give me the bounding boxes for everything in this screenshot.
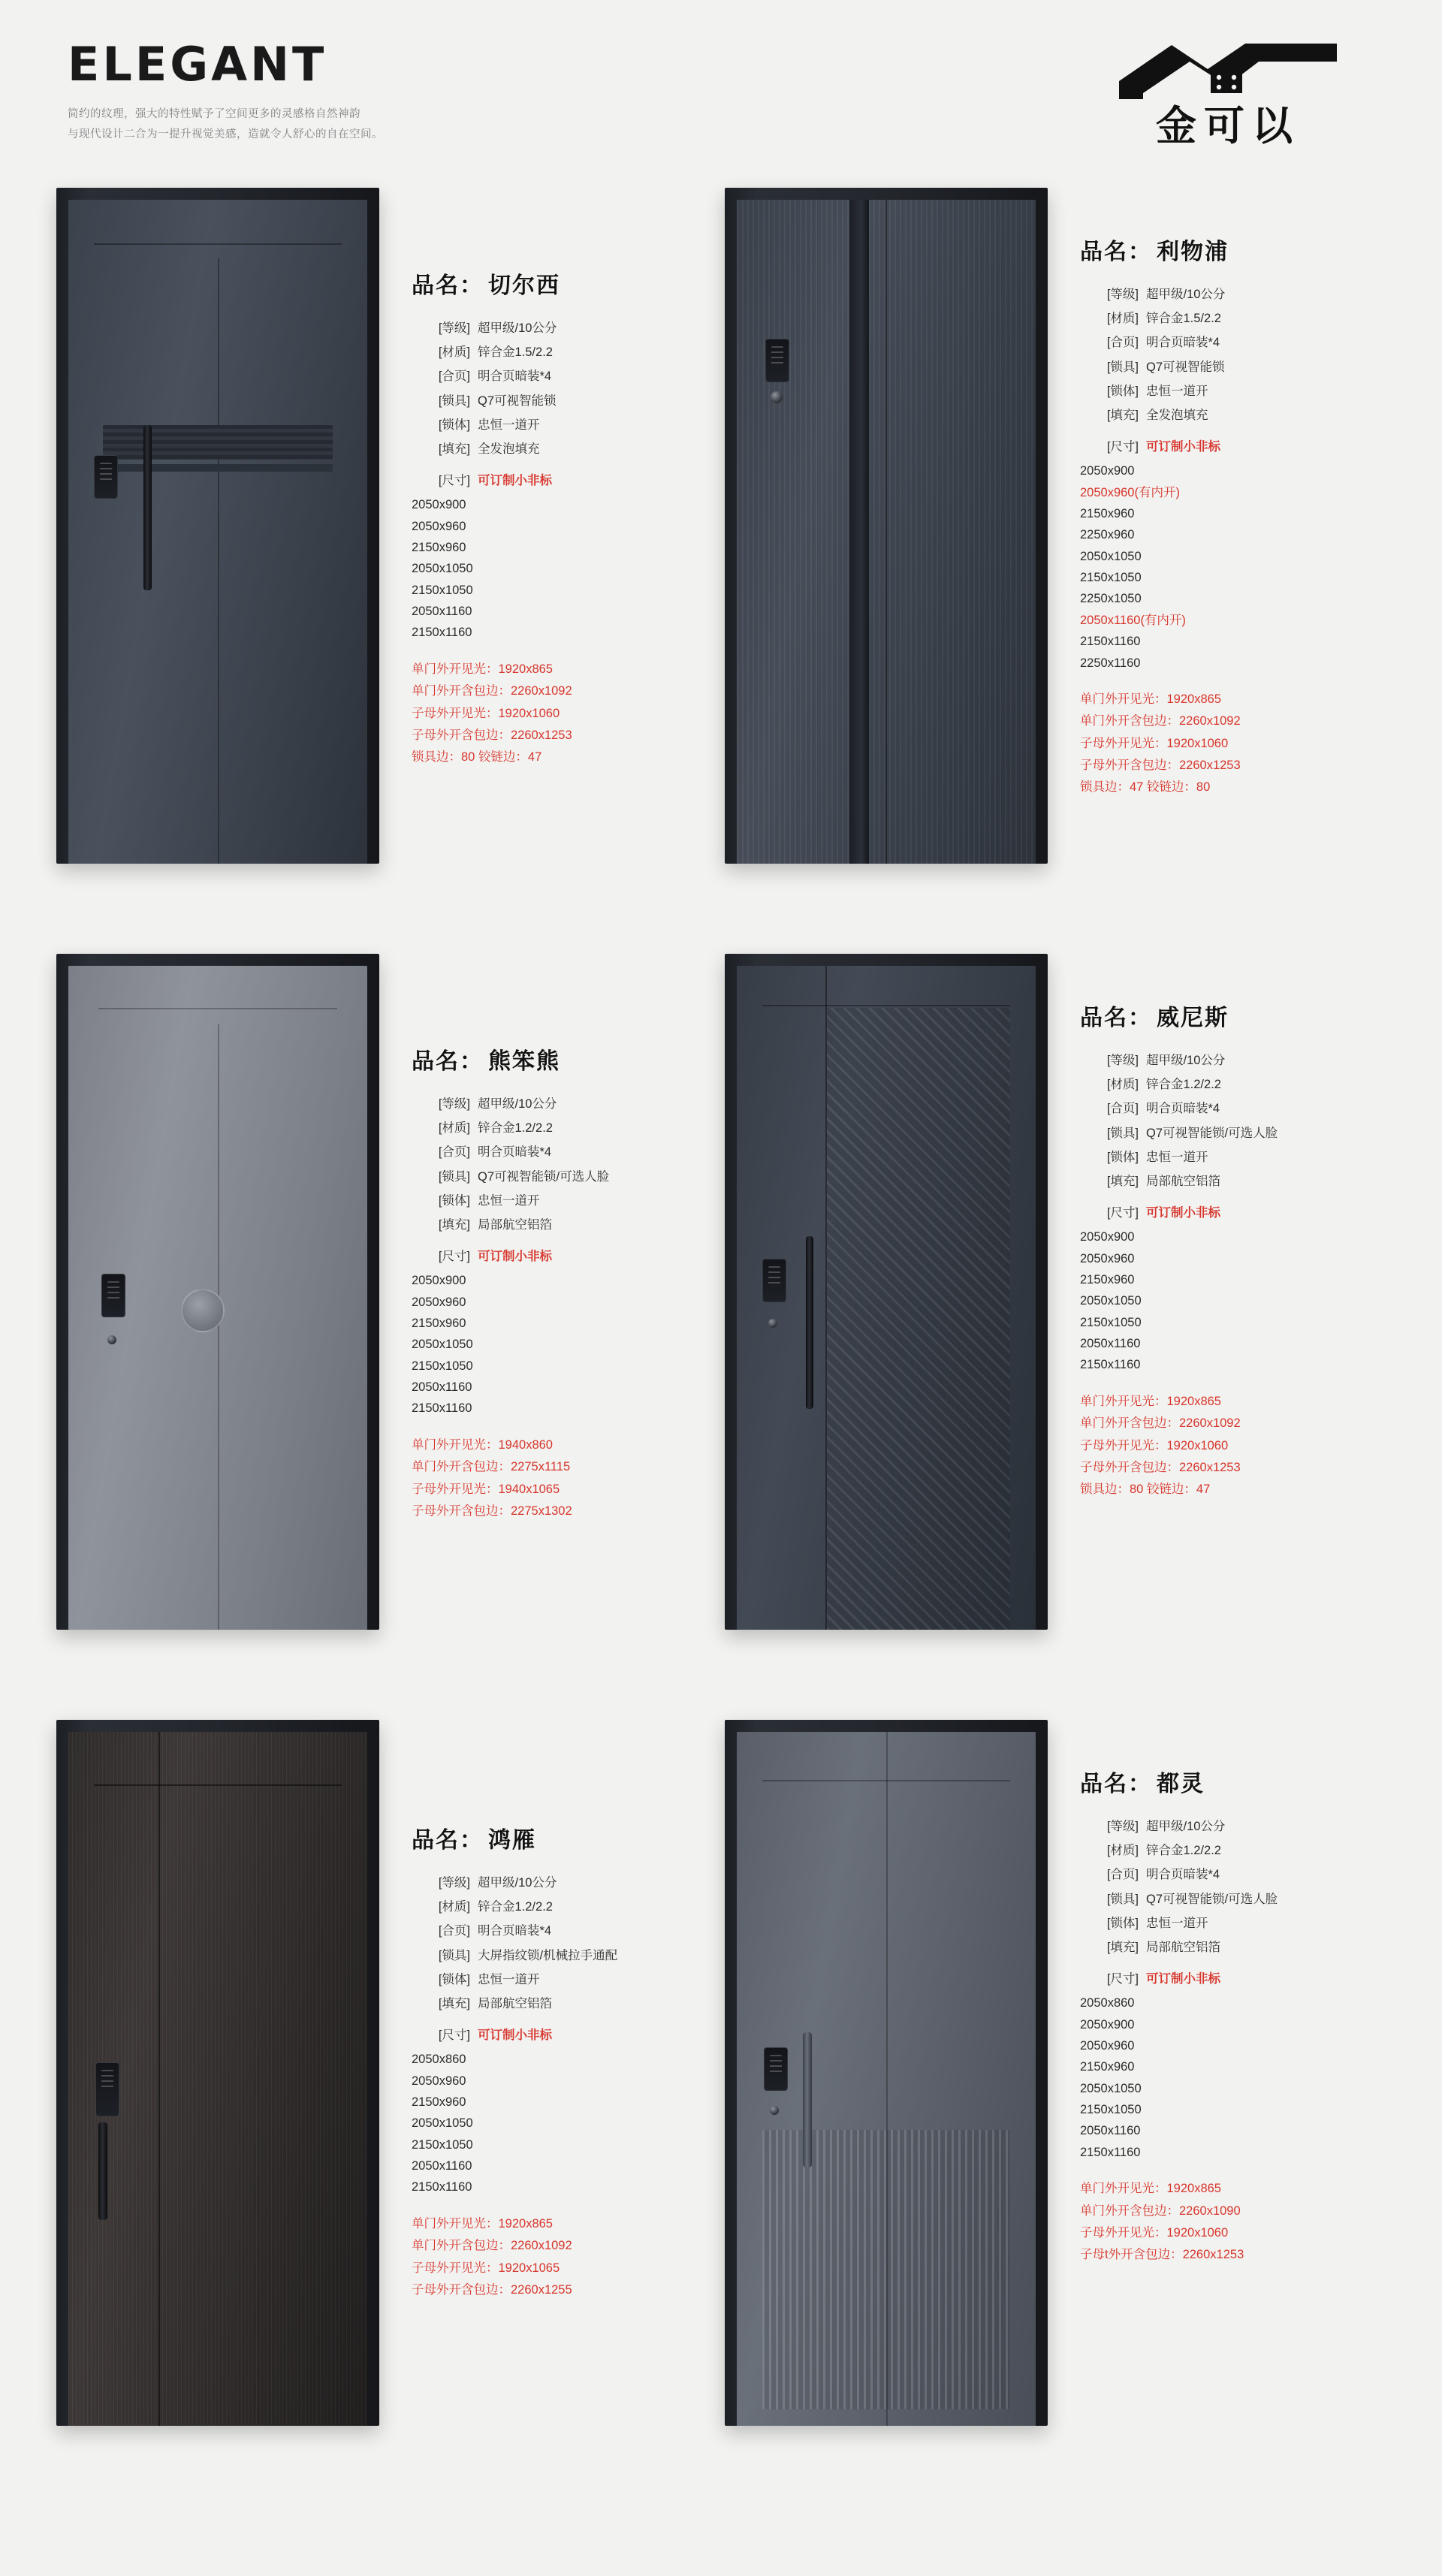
dimension-note: 锁具边：80 铰链边：47 — [412, 750, 542, 765]
door-knob — [771, 391, 783, 403]
custom-size-note: 可订制小非标 — [1146, 440, 1220, 454]
product-spec — [1066, 1720, 1386, 2267]
spec-label-lockbody: [锁体] — [1106, 1916, 1139, 1930]
dimension-note: 子母外开含包边：2260x1253 — [412, 728, 572, 742]
door-knob — [107, 1335, 116, 1344]
spec-label-hinge: [合页] — [438, 1145, 470, 1160]
spec-label-material: [材质] — [438, 1121, 470, 1136]
spec-value-hinge: 明合页暗装*4 — [1146, 336, 1220, 350]
spec-value-material: 锌合金1.2/2.2 — [1146, 1844, 1221, 1858]
size-item: 2250x1050 — [1080, 592, 1142, 606]
subtitle-line-2: 与现代设计二合为一提升视觉美感，造就令人舒心的自在空间。 — [68, 128, 383, 140]
dimension-note: 子母外开见光：1920x1065 — [412, 2261, 560, 2275]
dimension-notes — [1080, 2178, 1386, 2266]
spec-label-fill: [填充] — [438, 442, 470, 456]
spec-label-size: [尺寸] — [438, 1250, 470, 1264]
dimension-note: 子母外开含包边：2260x1255 — [412, 2282, 572, 2297]
spec-value-grade: 超甲级/10公分 — [478, 1097, 557, 1111]
spec-value-material: 锌合金1.5/2.2 — [1146, 312, 1221, 326]
size-list — [412, 494, 717, 644]
size-item: 2050x860 — [1080, 1996, 1135, 2010]
product-spec — [398, 1720, 717, 2301]
door-image — [56, 1720, 398, 2426]
size-item: 2150x1160 — [1080, 2145, 1141, 2159]
door-handle — [143, 425, 152, 590]
spec-value-grade: 超甲级/10公分 — [1146, 1820, 1226, 1833]
spec-value-material: 锌合金1.2/2.2 — [478, 1900, 553, 1914]
dimension-note: 单门外开见光：1940x860 — [412, 1437, 553, 1452]
spec-label-grade: [等级] — [438, 321, 470, 335]
dimension-note: 单门外开见光：1920x865 — [1080, 692, 1221, 706]
spec-label-grade: [等级] — [438, 1097, 470, 1111]
spec-value-fill: 局部航空铝箔 — [1146, 1940, 1220, 1954]
spec-value-hinge: 明合页暗装*4 — [478, 370, 552, 384]
spec-value-grade: 超甲级/10公分 — [1146, 1054, 1226, 1067]
spec-value-fill: 全发泡填充 — [1146, 408, 1208, 422]
size-list — [412, 2049, 717, 2198]
door-image — [56, 954, 398, 1630]
custom-size-note: 可订制小非标 — [1146, 1972, 1220, 1986]
spec-label-fill: [填充] — [438, 1217, 470, 1232]
size-item: 2050x1160 — [1080, 1337, 1141, 1351]
door-image — [725, 188, 1066, 864]
dimension-note: 子母外开见光：1920x1060 — [1080, 1438, 1229, 1452]
product-spec — [1066, 954, 1386, 1501]
product-name: 品名： 熊笨熊 — [412, 1049, 560, 1074]
page-header — [0, 0, 1442, 188]
size-item: 2050x1050 — [412, 1338, 473, 1352]
size-item: 2050x1160 — [412, 1380, 472, 1395]
product-card — [56, 954, 717, 1705]
dimension-note: 单门外开见光：1920x865 — [412, 2216, 553, 2231]
size-item: 2050x1050 — [1080, 1294, 1142, 1308]
spec-label-lockset: [锁具] — [1106, 1126, 1139, 1140]
dimension-note: 子母外开见光：1940x1065 — [412, 1482, 560, 1496]
size-item: 2150x1050 — [1080, 571, 1142, 585]
spec-label-size: [尺寸] — [438, 2029, 470, 2043]
door-image — [56, 188, 398, 864]
custom-size-note: 可订制小非标 — [1146, 1206, 1220, 1220]
spec-value-lockbody: 忠恒一道开 — [1146, 384, 1208, 398]
spec-label-size: [尺寸] — [1106, 1972, 1139, 1986]
spec-label-grade: [等级] — [1106, 1054, 1139, 1067]
logo-text: 金可以 — [1156, 104, 1300, 149]
size-list — [1080, 460, 1386, 674]
smart-lock-icon — [762, 1259, 786, 1302]
spec-value-grade: 超甲级/10公分 — [1146, 288, 1226, 301]
product-name: 品名： 鸿雁 — [412, 1828, 536, 1853]
product-card — [725, 188, 1386, 939]
size-item: 2250x1160 — [1080, 656, 1141, 670]
dimension-note: 单门外开含包边：2260x1092 — [1080, 1416, 1241, 1431]
spec-label-size: [尺寸] — [1106, 1206, 1139, 1220]
spec-value-material: 锌合金1.2/2.2 — [478, 1121, 553, 1136]
dimension-notes — [412, 2213, 717, 2301]
dimension-note: 子母外开见光：1920x1060 — [1080, 736, 1229, 750]
roof-icon — [1112, 36, 1344, 102]
product-card — [725, 954, 1386, 1705]
size-item: 2150x960 — [412, 1316, 466, 1330]
size-item: 2150x1050 — [1080, 1315, 1142, 1329]
spec-value-lockset: Q7可视智能锁/可选人脸 — [478, 1169, 610, 1184]
page-subtitle — [68, 104, 548, 145]
size-item: 2050x900 — [1080, 2017, 1135, 2032]
spec-value-lockset: Q7可视智能锁/可选人脸 — [1146, 1126, 1278, 1140]
door-image — [725, 954, 1066, 1630]
spec-value-hinge: 明合页暗装*4 — [478, 1145, 552, 1160]
smart-lock-icon — [94, 455, 118, 499]
spec-value-hinge: 明合页暗装*4 — [478, 1924, 552, 1938]
spec-value-lockbody: 忠恒一道开 — [1146, 1150, 1208, 1164]
spec-label-lockbody: [锁体] — [438, 1972, 470, 1986]
size-item: 2150x1050 — [412, 2137, 473, 2152]
smart-lock-icon — [101, 1274, 125, 1317]
brand-logo — [1104, 36, 1352, 148]
size-item: 2050x960(有内开) — [1080, 485, 1180, 499]
spec-value-lockbody: 忠恒一道开 — [1146, 1916, 1208, 1930]
size-item: 2150x960 — [412, 540, 466, 554]
spec-label-lockset: [锁具] — [1106, 1892, 1139, 1906]
size-item: 2150x1160 — [412, 626, 472, 640]
dimension-note: 单门外开含包边：2260x1092 — [412, 2239, 572, 2253]
spec-value-grade: 超甲级/10公分 — [478, 321, 557, 335]
spec-label-material: [材质] — [1106, 1844, 1139, 1858]
size-item: 2050x900 — [412, 498, 466, 512]
smart-lock-icon — [764, 2047, 788, 2091]
product-grid — [0, 188, 1442, 2471]
size-item: 2050x1160(有内开) — [1080, 613, 1186, 627]
spec-label-grade: [等级] — [438, 1876, 470, 1890]
size-item: 2050x1050 — [412, 562, 473, 576]
dimension-notes — [412, 1434, 717, 1522]
spec-value-lockset: Q7可视智能锁/可选人脸 — [1146, 1892, 1278, 1906]
spec-label-lockbody: [锁体] — [438, 1193, 470, 1208]
spec-value-lockset: Q7可视智能锁 — [478, 394, 557, 408]
size-item: 2050x1160 — [412, 2159, 472, 2173]
dimension-note: 单门外开见光：1920x865 — [1080, 1394, 1221, 1408]
product-card — [56, 1720, 717, 2471]
size-item: 2150x1160 — [1080, 1358, 1141, 1372]
product-card — [725, 1720, 1386, 2471]
size-item: 2150x960 — [1080, 1272, 1135, 1286]
spec-label-lockbody: [锁体] — [1106, 1150, 1139, 1164]
spec-value-fill: 局部航空铝箔 — [1146, 1174, 1220, 1188]
size-item: 2050x960 — [1080, 1251, 1135, 1265]
dimension-note: 子母外开含包边：2275x1302 — [412, 1504, 572, 1518]
spec-label-material: [材质] — [1106, 1078, 1139, 1092]
dimension-notes — [412, 659, 717, 769]
product-name: 品名： 威尼斯 — [1080, 1006, 1229, 1030]
dimension-note: 单门外开含包边：2275x1115 — [412, 1460, 571, 1474]
spec-label-hinge: [合页] — [1106, 1868, 1139, 1882]
size-item: 2150x1050 — [1080, 2103, 1142, 2117]
spec-label-lockset: [锁具] — [438, 1948, 470, 1962]
spec-value-fill: 局部航空铝箔 — [478, 1996, 552, 2010]
spec-label-hinge: [合页] — [1106, 336, 1139, 350]
door-handle — [803, 2032, 812, 2167]
spec-label-lockbody: [锁体] — [1106, 384, 1139, 398]
dimension-note: 单门外开含包边：2260x1090 — [1080, 2203, 1241, 2218]
size-item: 2150x1050 — [412, 583, 473, 597]
dimension-notes — [1080, 1391, 1386, 1501]
product-name: 品名： 都灵 — [1080, 1772, 1205, 1796]
size-item: 2050x900 — [412, 1274, 466, 1288]
size-list — [412, 1270, 717, 1419]
dimension-note: 子母外开含包边：2260x1253 — [1080, 1460, 1241, 1474]
size-item: 2150x1160 — [1080, 635, 1141, 649]
dimension-note: 单门外开含包边：2260x1092 — [1080, 714, 1241, 728]
dimension-note: 单门外开见光：1920x865 — [412, 662, 553, 676]
size-item: 2150x960 — [1080, 2060, 1135, 2074]
size-list — [1080, 1992, 1386, 2163]
spec-value-fill: 全发泡填充 — [478, 442, 540, 456]
spec-label-size: [尺寸] — [1106, 440, 1139, 454]
dimension-note: 锁具边：80 铰链边：47 — [1080, 1483, 1211, 1497]
door-image — [725, 1720, 1066, 2426]
dimension-notes — [1080, 689, 1386, 799]
size-item: 2150x960 — [412, 2095, 466, 2109]
spec-label-fill: [填充] — [1106, 408, 1139, 422]
spec-label-lockbody: [锁体] — [438, 418, 470, 432]
door-handle — [806, 1236, 813, 1409]
product-spec — [398, 954, 717, 1522]
size-item: 2150x1160 — [412, 2180, 472, 2194]
product-card — [56, 188, 717, 939]
dimension-note: 子母外开见光：1920x1060 — [412, 706, 560, 720]
spec-value-lockbody: 忠恒一道开 — [478, 1193, 540, 1208]
size-item: 2050x1160 — [1080, 2124, 1141, 2138]
size-item: 2050x960 — [412, 2074, 466, 2088]
product-spec — [1066, 188, 1386, 799]
spec-value-lockbody: 忠恒一道开 — [478, 1972, 540, 1986]
subtitle-line-1: 简约的纹理，强大的特性赋予了空间更多的灵感格自然神韵 — [68, 108, 360, 120]
spec-label-size: [尺寸] — [438, 474, 470, 488]
spec-value-lockset: Q7可视智能锁 — [1146, 360, 1225, 374]
size-item: 2050x1050 — [1080, 549, 1142, 563]
spec-label-lockset: [锁具] — [1106, 360, 1139, 374]
custom-size-note: 可订制小非标 — [478, 474, 552, 488]
spec-value-material: 锌合金1.2/2.2 — [1146, 1078, 1221, 1092]
spec-label-grade: [等级] — [1106, 1820, 1139, 1833]
spec-value-grade: 超甲级/10公分 — [478, 1876, 557, 1890]
door-handle — [98, 2122, 107, 2220]
product-spec — [398, 188, 717, 769]
spec-value-material: 锌合金1.5/2.2 — [478, 345, 553, 360]
size-item: 2150x960 — [1080, 506, 1135, 520]
size-item: 2050x1050 — [1080, 2081, 1142, 2095]
size-item: 2250x960 — [1080, 528, 1135, 542]
spec-label-fill: [填充] — [1106, 1174, 1139, 1188]
spec-value-fill: 局部航空铝箔 — [478, 1217, 552, 1232]
spec-label-material: [材质] — [438, 1900, 470, 1914]
smart-lock-icon — [765, 339, 789, 382]
spec-label-fill: [填充] — [1106, 1940, 1139, 1954]
spec-label-lockset: [锁具] — [438, 394, 470, 408]
size-list — [1080, 1226, 1386, 1376]
size-item: 2050x860 — [412, 2053, 466, 2067]
page-title: ELEGANT — [68, 37, 327, 92]
door-knob — [770, 2106, 779, 2115]
size-item: 2050x1050 — [412, 2116, 473, 2131]
size-item: 2050x960 — [412, 519, 466, 533]
dimension-note: 子母外开含包边：2260x1253 — [1080, 759, 1241, 773]
door-knob — [768, 1319, 777, 1328]
spec-label-material: [材质] — [1106, 312, 1139, 326]
spec-label-grade: [等级] — [1106, 288, 1139, 301]
dimension-note: 单门外开含包边：2260x1092 — [412, 684, 572, 698]
dimension-note: 子母t外开含包边：2260x1253 — [1080, 2248, 1244, 2262]
spec-label-material: [材质] — [438, 345, 470, 360]
product-name: 品名： 利物浦 — [1080, 240, 1229, 264]
spec-label-hinge: [合页] — [1106, 1102, 1139, 1116]
size-item: 2050x900 — [1080, 464, 1135, 478]
spec-label-lockset: [锁具] — [438, 1169, 470, 1184]
fingerprint-lock-icon — [95, 2062, 119, 2116]
spec-value-hinge: 明合页暗装*4 — [1146, 1102, 1220, 1116]
size-item: 2050x900 — [1080, 1230, 1135, 1244]
spec-label-fill: [填充] — [438, 1996, 470, 2010]
size-item: 2050x1160 — [412, 605, 472, 619]
size-item: 2150x1160 — [412, 1401, 472, 1416]
size-item: 2050x960 — [412, 1295, 466, 1309]
product-name: 品名： 切尔西 — [412, 273, 560, 298]
size-item: 2150x1050 — [412, 1359, 473, 1373]
emblem-icon — [181, 1289, 225, 1332]
size-item: 2050x960 — [1080, 2038, 1135, 2053]
custom-size-note: 可订制小非标 — [478, 1250, 552, 1264]
dimension-note: 锁具边：47 铰链边：80 — [1080, 780, 1211, 795]
spec-label-hinge: [合页] — [438, 370, 470, 384]
spec-value-lockbody: 忠恒一道开 — [478, 418, 540, 432]
spec-value-hinge: 明合页暗装*4 — [1146, 1868, 1220, 1882]
spec-label-hinge: [合页] — [438, 1924, 470, 1938]
custom-size-note: 可订制小非标 — [478, 2029, 552, 2043]
spec-value-lockset: 大屏指纹锁/机械拉手通配 — [478, 1948, 618, 1962]
dimension-note: 子母外开见光：1920x1060 — [1080, 2225, 1229, 2240]
dimension-note: 单门外开见光：1920x865 — [1080, 2182, 1221, 2196]
